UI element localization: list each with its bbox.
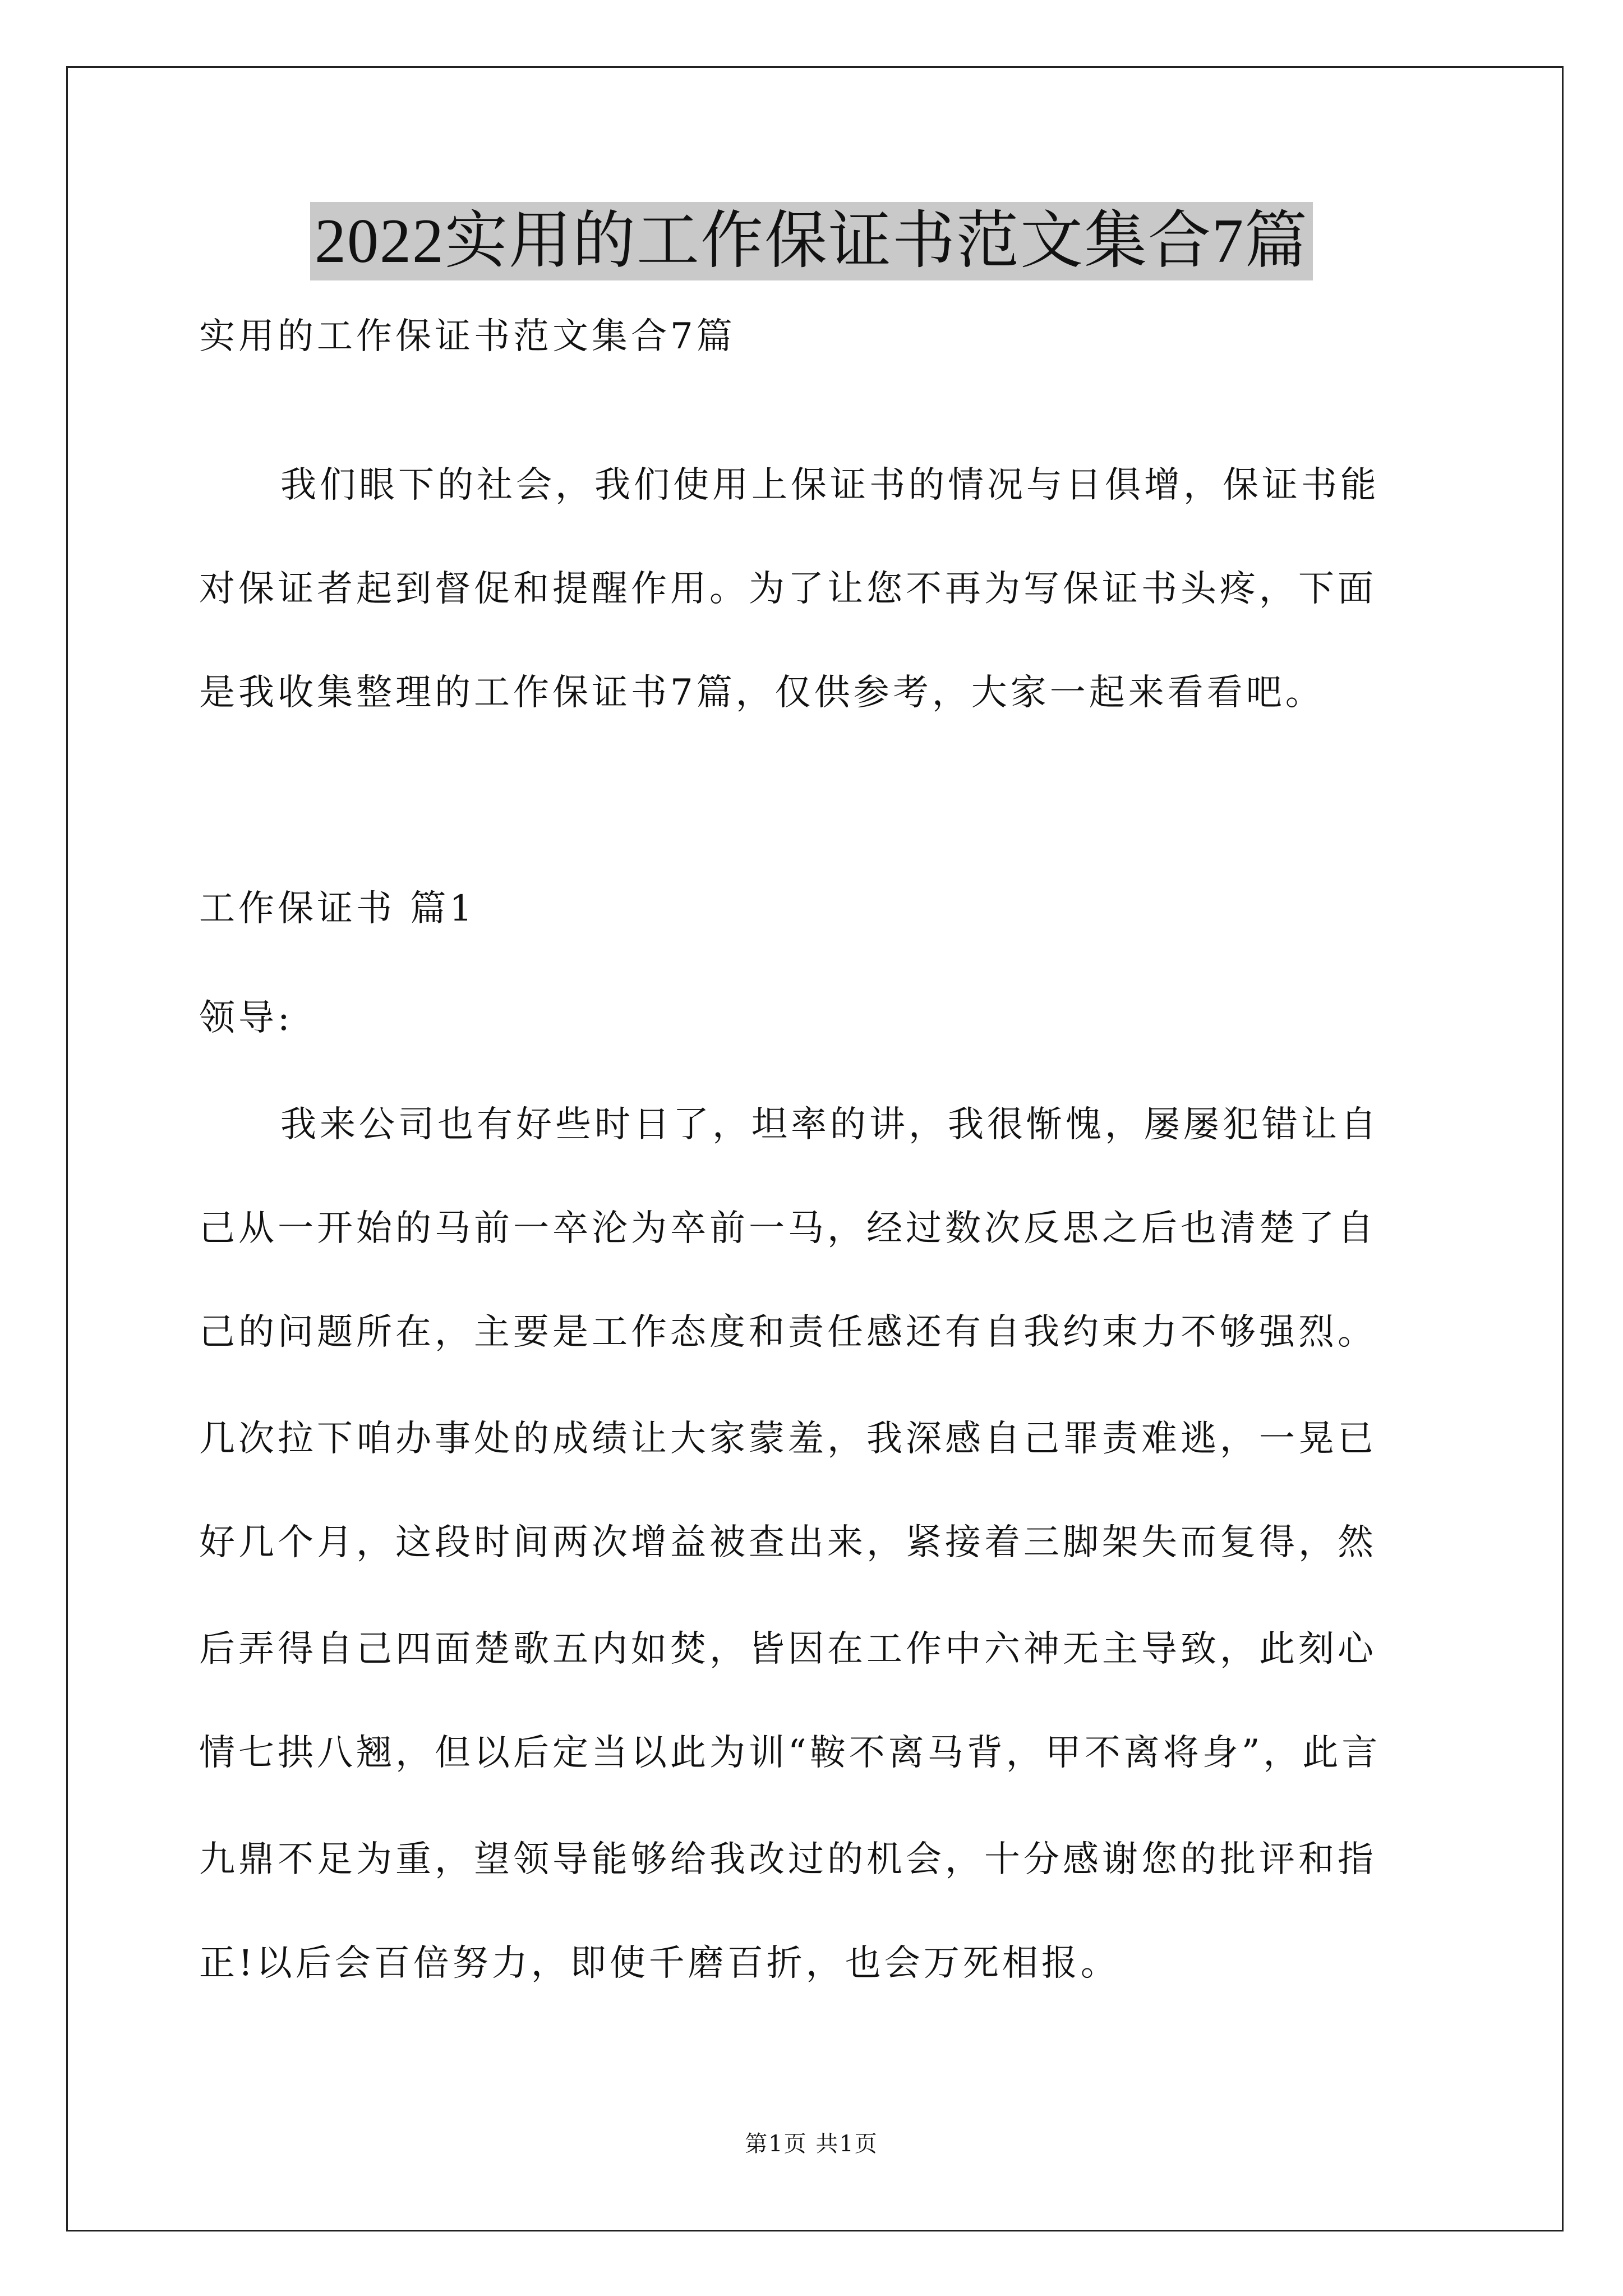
body-paragraph-line: 己从一开始的马前一卒沦为卒前一马，经过数次反思之后也清楚了自	[199, 1208, 1377, 1249]
section-heading: 工作保证书 篇1	[199, 888, 476, 930]
body-paragraph-line: 后弄得自己四面楚歌五内如焚，皆因在工作中六神无主导致，此刻心	[199, 1628, 1377, 1670]
document-subtitle: 实用的工作保证书范文集合7篇	[199, 316, 736, 357]
intro-paragraph-line: 是我收集整理的工作保证书7篇，仅供参考，大家一起来看看吧。	[199, 672, 1325, 714]
body-paragraph-line: 九鼎不足为重，望领导能够给我改过的机会，十分感谢您的批评和指	[199, 1839, 1377, 1880]
intro-paragraph-line: 对保证者起到督促和提醒作用。为了让您不再为写保证书头疼，下面	[199, 568, 1377, 610]
intro-paragraph-line: 我们眼下的社会，我们使用上保证书的情况与日俱增，保证书能	[280, 464, 1380, 506]
body-paragraph-line: 几次拉下咱办事处的成绩让大家蒙羞，我深感自己罪责难逃，一晃已	[199, 1418, 1377, 1460]
body-paragraph-line: 己的问题所在，主要是工作态度和责任感还有自我约束力不够强烈。	[199, 1312, 1377, 1353]
document-title: 2022实用的工作保证书范文集合7篇	[310, 202, 1313, 280]
body-paragraph-line: 正!以后会百倍努力，即使千磨百折，也会万死相报。	[199, 1943, 1120, 1984]
body-paragraph-line: 情七拱八翘，但以后定当以此为训“鞍不离马背，甲不离将身”，此言	[199, 1732, 1381, 1774]
title-container	[0, 202, 1623, 280]
body-paragraph-line: 好几个月，这段时间两次增益被查出来，紧接着三脚架失而复得，然	[199, 1522, 1377, 1563]
body-paragraph-line: 我来公司也有好些时日了，坦率的讲，我很惭愧，屡屡犯错让自	[280, 1104, 1380, 1145]
page-footer: 第1页 共1页	[745, 2131, 878, 2157]
salutation: 领导:	[199, 997, 293, 1039]
